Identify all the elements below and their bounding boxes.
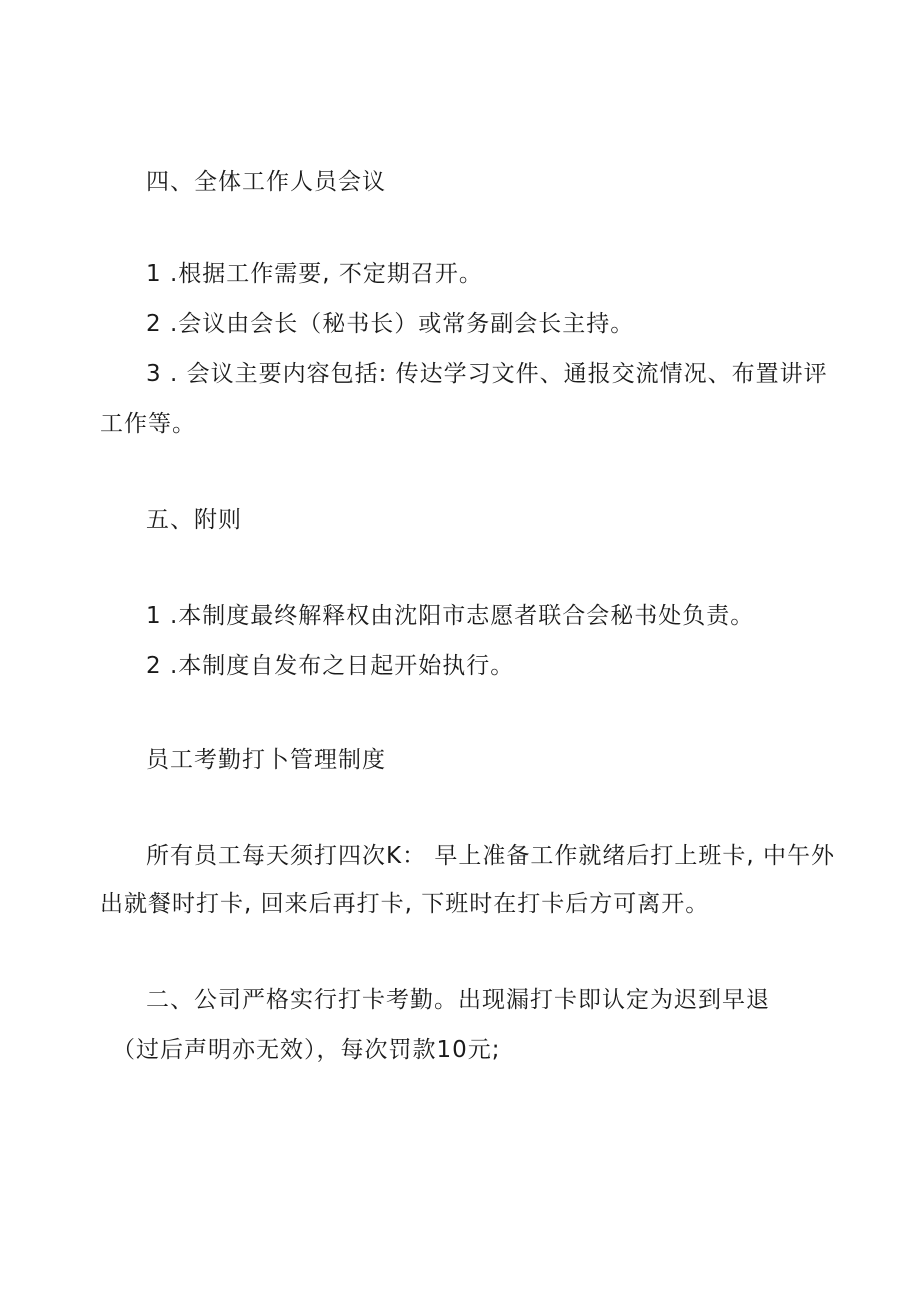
paragraph-line: 二、公司严格实行打卡考勤。出现漏打卡即认定为迟到早退 [146, 987, 770, 1013]
paragraph-line: 所有员工每天须打四次K： 早上准备工作就绪后打上班卡, 中午外 [146, 843, 836, 869]
list-item: 2 .本制度自发布之日起开始执行。 [146, 653, 515, 679]
list-item-continuation: 工作等。 [100, 411, 196, 437]
paragraph-line: （过后声明亦无效），每次罚款10元; [112, 1037, 501, 1063]
list-item: 2 .会议由会长（秘书长）或常务副会长主持。 [146, 311, 635, 337]
list-item: 3 . 会议主要内容包括: 传达学习文件、通报交流情况、布置讲评 [146, 361, 828, 387]
list-item: 1 .根据工作需要, 不定期召开。 [146, 261, 483, 287]
paragraph-line: 出就餐时打卡, 回来后再打卡, 下班时在打卡后方可离开。 [100, 891, 710, 917]
section-heading-4: 四、全体工作人员会议 [146, 169, 386, 195]
list-item: 1 .本制度最终解释权由沈阳市志愿者联合会秘书处负责。 [146, 603, 755, 629]
section-heading-5: 五、附则 [146, 507, 242, 533]
document-title: 员工考勤打卜管理制度 [146, 747, 386, 773]
